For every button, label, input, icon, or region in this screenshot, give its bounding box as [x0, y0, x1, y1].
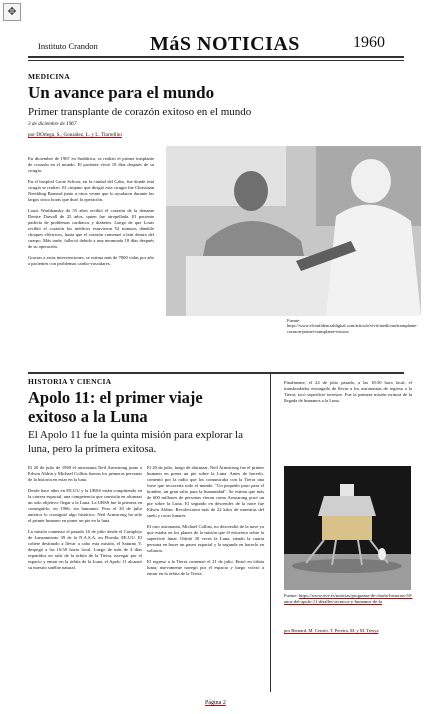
article1-headline: Un avance para el mundo	[28, 83, 215, 102]
article2-column-3	[284, 380, 412, 409]
article2-column-1	[28, 465, 142, 576]
section-label-medicina: MEDICINA	[28, 72, 70, 81]
article2-photo-source	[284, 593, 414, 605]
article2-paragraph: Desde hace años en EE.UU y la URSS están compitiendo en la carrera espacial, una competencia que consistía en alcanzar un solo objetivo: llegar a la Luna. La URSS fue la primera en conseguirlo, en 1966, sin humanos. Pero el 20 de julio anterior lo consiguió algo histórico: Neil Armstrong ha sido el primer humano en poner un pie en la luna.	[28, 488, 142, 523]
apollo-lander-photo	[284, 466, 411, 590]
article2-headline-line1: Apolo 11: el primer viaje	[28, 388, 203, 407]
newspaper-year: 1960	[353, 34, 385, 51]
move-handle-icon[interactable]: ✥	[3, 3, 21, 21]
article2-subheadline: El Apolo 11 fue la quinta misión para explorar la luna, pero la primera exitosa.	[28, 429, 243, 455]
column-divider	[270, 374, 271, 692]
section-divider	[28, 372, 404, 374]
article1-paragraph: En el hospital Grote Schoor, en la ciudad del Cabo, fue donde está cirugía se realizó. El cirujano que dirigió esta cirugía fue Christiaan Neethling Barnard junto a otros veinte que lo ayudaron durante las largas cinco horas que duró la operación.	[28, 179, 154, 202]
article1-photo-source: Fuente: https://www.elconfidencialdigital.com/articulo/vivir/medicina/transplante-corazon-primer-transplante-exitoso	[287, 318, 418, 334]
header-rule-thin	[28, 60, 404, 61]
photo-source-link[interactable]: https://www.rtve.es/noticias/programa-de-charla-historias-50-anos-del-apolo-11-detalles-tecnicos-y-humanos-de-la	[284, 593, 413, 604]
transplant-photo-illustration	[166, 146, 421, 316]
article2-byline: por Bernard, M. Cerritó, T. Pereira, M. y M. Tresya	[284, 628, 379, 633]
article2-paragraph: El otro astronauta, Michael Collins, no descendió de la nave ya que estaba en los planes de la misión que él estuviera sobre la superficie lunar. Orbitó 30 veces la Luna, siendo la cuarta persona en hacer un paseo espacial y la segunda en hacerlo en solitario.	[147, 524, 264, 553]
article2-paragraph: El 20 de julio de 1969 el astronauta Neil Armstrong junto a Edwin Aldrin y Michael Collins fueron los primeras personas de la historia en estar en la luna.	[28, 465, 142, 482]
article2-paragraph: El 20 de julio, luego de aluinizar, Neil Armstrong fue el primer humano en poner un pie sobre la Luna. Antes de hacerlo, comentó por la radio que los comunicaba con la Tierra una frase que recorrería todo el mundo: "Un pequeño paso para el hombre, un gran salto para la humanidad". Se estima que más de 600 millones de personas vieron como Armstrong posó un pie sobre la Luna. El segundo en descender de la nave fue Edwin Aldrin. Recolectaron más de 22 kilos de muestras del suelo y rocas lunares.	[147, 465, 264, 518]
article1-paragraph: Louis Washkansky de 55 años recibió el corazón de la donante Denise Darvall de 25 años, quien fue atropellada. El paciente padecía de problemas cardiacos y diabetes. Luego de que Louis recibió el corazón los médicos estuvieron 52 minutos dándole choques eléctricos, hasta que el corazón comenzó a latir dentro del cuerpo. Más tarde, falleció debido a una neumonía 18 días después de su operación.	[28, 208, 154, 249]
article2-column-2	[147, 465, 264, 582]
article1-paragraph: En diciembre de 1967 en Sudáfrica, se realizó el primer trasplante de corazón en el mundo. El paciente vivió 18 días después de su cirugía.	[28, 156, 154, 173]
article1-subheadline: Primer transplante de corazón exitoso en el mundo	[28, 106, 252, 118]
article1-date: 3 de diciembre de 1967	[28, 121, 77, 127]
photo-source-label: Fuente:	[284, 593, 298, 598]
section-label-historia: HISTORIA Y CIENCIA	[28, 377, 112, 386]
institute-name: Instituto Crandon	[38, 41, 98, 51]
article2-headline-line2: exitoso a la Luna	[28, 407, 148, 426]
article1-body	[28, 156, 154, 272]
apollo-lander-illustration	[284, 466, 411, 590]
article2-paragraph: El regreso a la Tierra comenzó el 21 de julio. Entró en órbita lunar, nuevamente navegó por el espacio y luego volvió a entrar en la órbita de la Tierra.	[147, 559, 264, 576]
header-rule	[28, 56, 404, 58]
article2-paragraph: La misión comenzó el pasado 16 de julio desde el Complejo de Lanzamiento 39 de la N.A.S.A, en Florida, EE.UU. El cohete destinado a llevar a cabo esta misión, el Saturno V, despegó a las 16:50 horas local. Luego de más de 4 días repartidos en salir de la órbita de la Tierra, navegar por el espacio y entrar en la órbita de la Luna, el Apolo 11 alcanzó su nuestro satélite natural.	[28, 529, 142, 570]
transplant-photo	[166, 146, 421, 316]
article1-byline: por DOrtega, S., González, L. y L. Tlarrellini	[28, 132, 122, 138]
article1-paragraph: Gracias a estas intervenciones, se estima más de 7000 vidas por año a pacientes con problemas cardio-vasculares.	[28, 255, 154, 266]
page-number: Página 2	[205, 700, 226, 706]
newspaper-title: MáS NOTICIAS	[150, 33, 300, 55]
article2-paragraph: Finalmente, el 24 de julio pasado, a las 18:50 hora local, el transbordador encargado de llevar a los astronautas de regreso a la Tierra, tocó superficie terrestre. Fue la primera misión exitosa de la llegada de humanos a la Luna.	[284, 380, 412, 403]
